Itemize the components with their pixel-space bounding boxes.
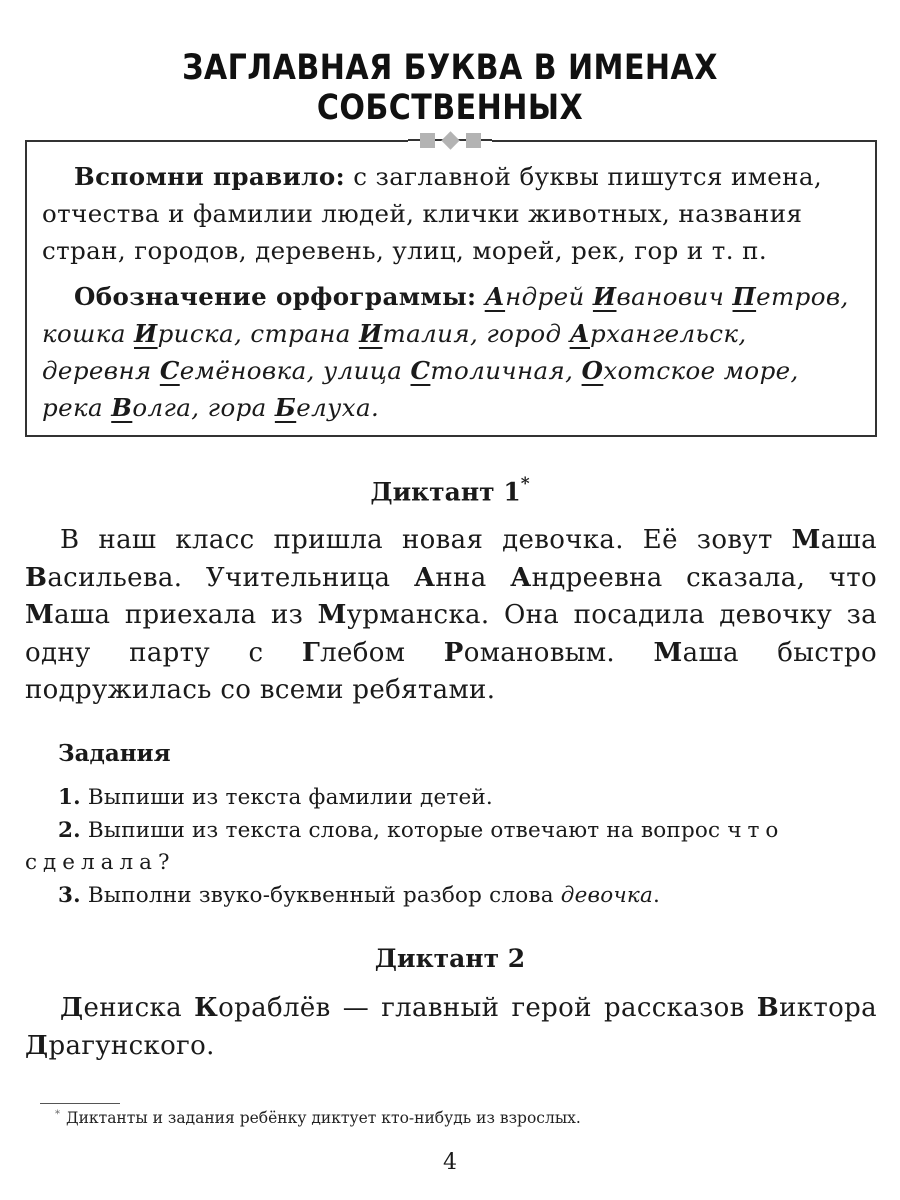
rule-label: Вспомни правило:: [74, 162, 346, 191]
tasks-list: [25, 782, 877, 912]
footnote-divider: [40, 1103, 120, 1104]
bold-capital: Д: [60, 993, 84, 1023]
orthogram-capital: О: [581, 356, 604, 385]
task-italic-word: девочка: [560, 882, 653, 908]
notation-examples: Андрей Иванович Петров, кошка Ириска, страна Италия, город Архангельск, деревня Семёновка, улица Столичная, Охотское море, река Волга, гора Белуха.: [42, 282, 849, 422]
task-item: [25, 880, 877, 913]
bold-capital: А: [413, 562, 436, 593]
footnote: [55, 1109, 581, 1127]
dictation1-title: Диктант 1: [370, 477, 521, 507]
rule-paragraph: [42, 158, 862, 269]
orthogram-capital: П: [732, 282, 757, 311]
task-item: [25, 815, 877, 880]
footnote-star: *: [55, 1109, 60, 1120]
task-number: 3.: [58, 882, 81, 908]
orthogram-capital: А: [484, 282, 506, 311]
notation-paragraph: [42, 278, 862, 426]
dictation1-text: [25, 522, 877, 710]
square-ornament-icon: [420, 133, 435, 148]
bold-capital: Г: [301, 637, 321, 668]
notation-label: Обозначение орфограммы:: [74, 282, 477, 311]
orthogram-capital: И: [358, 319, 383, 348]
bold-capital: В: [25, 562, 48, 593]
task-number: 2.: [58, 817, 81, 843]
bold-capital: М: [653, 637, 683, 668]
task-item: [25, 782, 877, 815]
orthogram-capital: В: [111, 393, 133, 422]
bold-capital: М: [25, 600, 55, 630]
bold-capital: Р: [443, 637, 464, 668]
footnote-text: Диктанты и задания ребёнку диктует кто-нибудь из взрослых.: [66, 1109, 581, 1127]
ornament: [408, 131, 492, 149]
task-number: 1.: [58, 785, 81, 810]
dictation2-text: [25, 990, 877, 1065]
bold-capital: К: [194, 993, 219, 1023]
orthogram-capital: И: [592, 282, 617, 311]
diamond-ornament-icon: [441, 131, 459, 149]
dictation2-body: Дениска Кораблёв — главный герой рассказов Виктора Драгунского.: [25, 993, 877, 1061]
task-spaced-text: что сделала?: [25, 817, 785, 875]
orthogram-capital: С: [159, 356, 180, 385]
task-text: Выпиши из текста слова, которые отвечают на вопрос: [80, 817, 728, 843]
dictation2-heading: Диктант 2: [374, 944, 526, 973]
dictation1-heading: [0, 476, 900, 506]
page-title: ЗАГЛАВНАЯ БУКВА В ИМЕНАХ СОБСТВЕННЫХ: [182, 48, 718, 128]
task-text: Выполни звуко-буквенный разбор слова: [80, 882, 561, 908]
orthogram-capital: И: [134, 319, 158, 348]
bold-capital: М: [791, 525, 821, 555]
orthogram-capital: А: [569, 319, 590, 348]
bold-capital: М: [317, 600, 347, 630]
footnote-mark: *: [520, 474, 530, 494]
tasks-title: Задания: [58, 740, 171, 767]
orthogram-capital: Б: [274, 393, 297, 422]
bold-capital: В: [756, 993, 780, 1023]
square-ornament-icon: [466, 133, 481, 148]
page-number: 4: [443, 1150, 457, 1175]
dictation1-body: В наш класс пришла новая девочка. Её зовут Маша Васильева. Учительница Анна Андреевна сказала, что Маша приехала из Мурманска. Она посадила девочку за одну парту с Глебом Романовым. Маша быстро подружилась со всеми ребятами.: [25, 525, 877, 705]
rule-text: с заглавной буквы пишутся имена, отчества и фамилии людей, клички животных, названия стран, городов, деревень, улиц, морей, рек, гор и т. п.: [42, 162, 823, 265]
orthogram-capital: С: [410, 356, 431, 385]
task-end: .: [653, 882, 661, 908]
task-text: Выпиши из текста фамилии детей.: [80, 785, 493, 810]
bold-capital: А: [510, 562, 532, 593]
bold-capital: Д: [25, 1030, 49, 1061]
